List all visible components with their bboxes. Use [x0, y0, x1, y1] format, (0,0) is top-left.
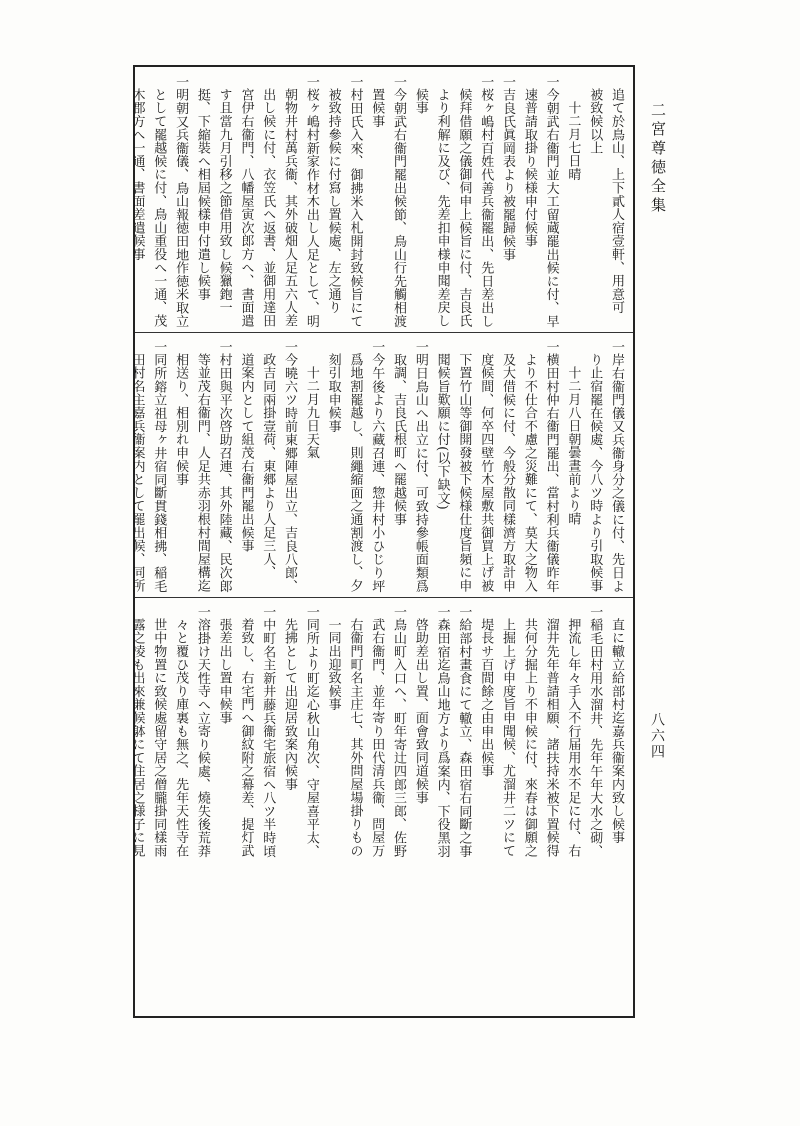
text-column: 及大借候に付、今般分散同樣濟方取計申 [500, 353, 516, 593]
text-column: より不仕合不慮之災難にて、莫大之物入 [521, 353, 537, 593]
text-column: 朝物井村萬兵衞、其外破畑人足五六人差 [282, 88, 298, 328]
text-column: 一同所より町迄心秋山角次、守屋喜平太、 [303, 605, 319, 858]
text-column: り止宿罷在候處、今八ツ時より引取候事 [587, 353, 603, 593]
text-column: 下置竹山等御開發被下候様仕度旨頻に申 [456, 353, 472, 593]
text-band-middle [129, 340, 627, 593]
band-divider [135, 332, 633, 333]
text-column: 一給部村畫食にて轍立、森田宿右同斷之事 [456, 605, 472, 858]
text-column: 一村田氏入來、御拂米入札開封致候旨にて [347, 75, 363, 328]
diary-date-heading: 十二月九日天氣 [303, 366, 319, 460]
text-column: 上掘上げ申度旨申聞候、尤溜井二ツにて [500, 618, 516, 858]
text-column: 一今曉六ツ時前東郷陣屋出立、吉良八郎、 [282, 340, 298, 593]
text-column: 一稲毛田村用水溜井、先年午年大水之砌、 [587, 605, 603, 858]
text-column: 世中物置に致候處留守居之僧朧掛同樣雨 [151, 618, 167, 858]
text-column: 一同出迎致候事 [325, 618, 341, 712]
text-column: 押流し年々手入不行届用水不足に付、右 [565, 618, 581, 858]
text-column: 置候事 [369, 88, 385, 128]
text-band-upper [129, 75, 627, 328]
text-column: 一鳥山町入口へ、町年寄辻四郎三郎、佐野 [391, 605, 407, 858]
text-column: 度候間、何卒四壁竹木屋敷共御買上げ被 [478, 353, 494, 593]
text-column: 露之凌も出來兼候躰にて住居之様子に見 [129, 618, 145, 858]
text-column: 一今午後より六藏召連、惣井村小ひじり坪 [369, 340, 385, 593]
text-column: 一同所鎔立祖母ヶ井宿同斷貫錢相拂、稲毛 [151, 340, 167, 593]
text-column: 被致候以上 [587, 88, 603, 155]
text-column: 一溶掛け天性寺へ立寄り候處、燒失後荒莽 [194, 605, 210, 858]
running-title: 二宮尊徳全集 [649, 102, 667, 216]
text-column: 刻引取申候事 [325, 353, 341, 433]
text-column: より利解に及び、先差扣申様申聞差戻し [434, 88, 450, 328]
text-column: 等並茂右衞門、人足共赤羽根村間屋構迄 [194, 353, 210, 593]
text-column: 田村名主嘉兵衞案内として罷出候、同所 [129, 353, 145, 593]
band-divider [135, 597, 633, 598]
text-column: 先拂として出迎居致案內候事 [282, 618, 298, 791]
text-column: 候拜借願之儀御伺申上候旨に付、吉良氏 [456, 88, 472, 328]
text-column: 一中町名主新井藤兵衞宅旅宿へ八ツ半時頃 [260, 605, 276, 858]
text-column: 出し候に付、衣笠氏へ返書、並御用達田 [260, 88, 276, 328]
text-column: 一桜ヶ嶋村百姓代善兵衞罷出、先日差出し [478, 75, 494, 328]
text-band-lower [129, 605, 627, 1012]
diary-date-heading: 十二月七日晴 [565, 101, 581, 181]
text-column: 右衞門町名主庄七、其外問屋場掛りもの [347, 618, 363, 858]
text-column: 取調、吉良氏根町へ罷越候事 [391, 353, 407, 526]
text-column: 一村田與平次啓助召連、其外陸藏、民次郎 [216, 340, 232, 593]
text-column: 道案内として組茂右衞門罷出候事 [238, 353, 254, 553]
text-column: 共何分掘上り不申候に付、來春は御願之 [521, 618, 537, 858]
text-column: 聞候旨歎願に付(以下缺文) [434, 353, 450, 511]
text-column: 木郡方へ一通、書面差遣候事 [129, 88, 145, 261]
text-column: 一吉良氏眞岡表より被罷歸候事 [500, 75, 516, 262]
text-column: 一今朝武右衞門並大工留蔵罷出候に付、早 [543, 75, 559, 328]
text-column: 挺、下縮裝へ相屆候樣申付遣し候事 [194, 88, 210, 301]
text-column: 一横田村仲右衞門罷出、當村利兵衞儀昨年 [543, 340, 559, 593]
text-column: 追て於鳥山、上下貳人宿壹軒、用意可 [609, 88, 624, 315]
text-frame [129, 65, 635, 1018]
text-column: 被致持參候に付寫し置候處、左之通り [325, 88, 341, 315]
text-column: 々と覆ひ茂り庫裏も無之、先年天性寺在 [173, 618, 189, 858]
text-column: 政吉同兩掛壹荷、東郷より人足三人、 [260, 353, 276, 580]
diary-date-heading: 十二月八日朝曇晝前より晴 [565, 366, 581, 526]
text-column: 宮伊右衞門、八幡屋寅次郎方へ、書面遣 [238, 88, 254, 328]
text-column: 直に轍立給部村迄嘉兵衞案内致し候事 [609, 618, 624, 845]
text-column: 堤長サ百間餘之由申出候事 [478, 618, 494, 778]
text-column: 一明朝又兵衞儀、鳥山報徳田地作徳米取立 [173, 75, 189, 328]
text-column: 武右衞門、並年寄り田代清兵衞、問屋万 [369, 618, 385, 858]
text-column: す且當九月引移之節借用致し候獵鉋一 [216, 88, 232, 315]
text-column: として罷越候に付、鳥山重役へ一通、茂 [151, 88, 167, 328]
text-column: 一森田宿迄鳥山地方より爲案内、下役黑羽 [434, 605, 450, 858]
text-column: 一明日鳥山へ出立に付、可致持參帳面類爲 [412, 340, 428, 593]
text-column: 爲地割罷越し、則繩縮面之通割渡し、夕 [347, 353, 363, 593]
page-number: 八六四 [649, 712, 665, 760]
text-column: 啓助差出し置、面會致同道候事 [412, 618, 428, 805]
text-column: 速普請取掛り候様申付候事 [521, 88, 537, 248]
text-column: 候事 [412, 88, 428, 115]
text-column: 着致し、右宅門へ御紋附之幕差、提灯武 [238, 618, 254, 858]
text-column: 溜井先年普請相願、諸扶持米被下置候得 [543, 618, 559, 858]
text-column: 一岸右衞門儀又兵衞身分之儀に付、先日よ [609, 340, 624, 593]
text-column: 相送り、相別れ申候事 [173, 353, 189, 486]
text-column: 一桜ヶ嶋村新家作材木出し人足として、明 [303, 75, 319, 328]
text-column: 張差出し置申候事 [216, 618, 232, 725]
text-column: 一今朝武右衞門罷出候節、鳥山行先觸相渡 [391, 75, 407, 328]
